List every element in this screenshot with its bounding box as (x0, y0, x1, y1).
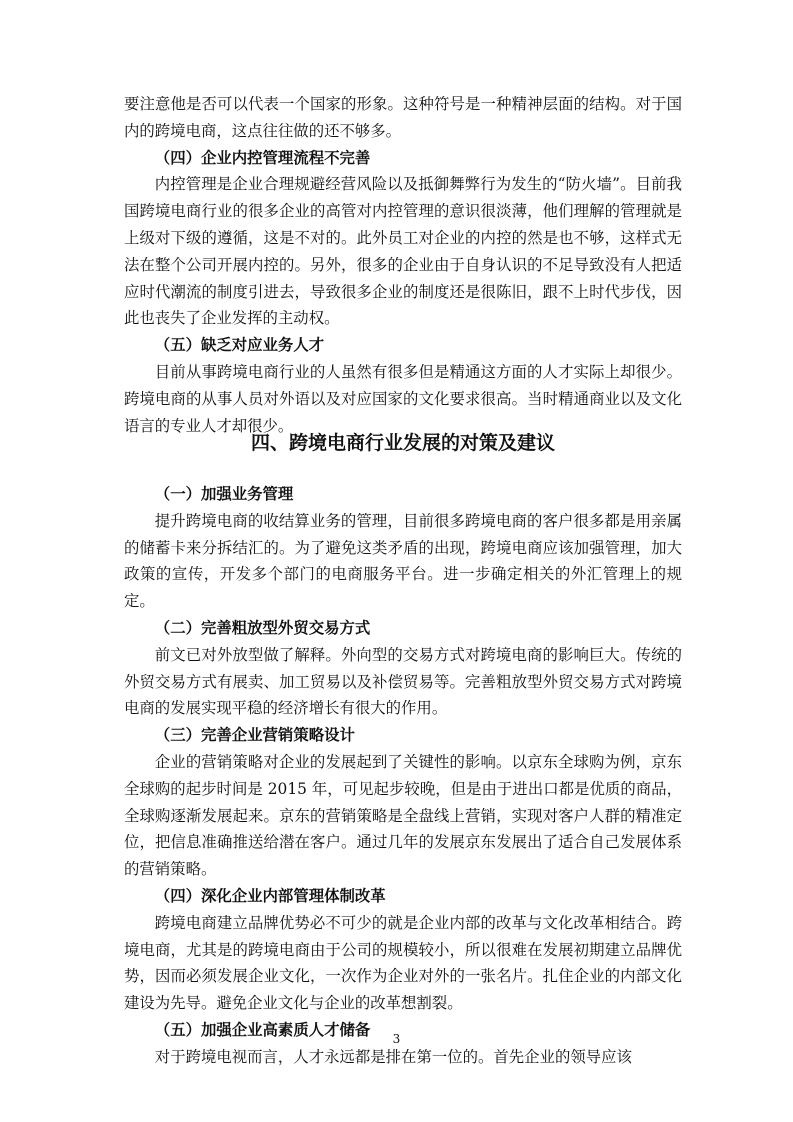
paragraph: 对于跨境电视而言，人才永远都是排在第一位的。首先企业的领导应该 (154, 1047, 632, 1066)
paragraph: 目前从事跨境电商行业的人虽然有很多但是精通这方面的人才实际上却很少。跨境电商的从事人员对外语以及对应国家的文化要求很高。当时精通商业以及文化语言的专业人才却很少。 (124, 362, 682, 435)
paragraph: 企业的营销策略对企业的发展起到了关键性的影响。以京东全球购为例，京东全球购的起步时间是 2015 年，可见起步较晚，但是由于进出口都是优质的商品，全球购逐渐发展起来。京东的营销策略是全盘线上营销，实现对客户人群的精准定位，把信息准确推送给潜在客户。通过几年的发展京东发展出了适合自己发展体系的营销策略。 (124, 752, 682, 879)
subsection-heading: （一）加强业务管理 (154, 485, 294, 503)
paragraph: 内控管理是企业合理规避经营风险以及抵御舞弊行为发生的“防火墙”。目前我国跨境电商行业的很多企业的高管对内控管理的意识很淡薄，他们理解的管理就是上级对下级的遵循，这是不对的。此外员工对企业的内控的然是也不够，这样式无法在整个公司开展内控的。另外，很多的企业由于自身认识的不足导致没有人把适应时代潮流的制度引进去，导致很多企业的制度还是很陈旧，跟不上时代步伐，因此也丧失了企业发挥的主动权。 (124, 175, 682, 328)
paragraph: 提升跨境电商的收结算业务的管理，目前很多跨境电商的客户很多都是用亲属的储蓄卡来分拆结汇的。为了避免这类矛盾的出现，跨境电商应该加强管理，加大政策的宣传，开发多个部门的电商服务平台。进一步确定相关的外汇管理上的规定。 (124, 511, 682, 611)
paragraph: 跨境电商建立品牌优势必不可少的就是企业内部的改革与文化改革相结合。跨境电商，尤其是的跨境电商由于公司的规模较小，所以很难在发展初期建立品牌优势，因而必须发展企业文化，一次作为企业对外的一张名片。扎住企业的内部文化建设为先导。避免企业文化与企业的改革想割裂。 (124, 913, 682, 1013)
subsection-heading: （二）完善粗放型外贸交易方式 (154, 618, 371, 637)
subsection-heading: （四）深化企业内部管理体制改革 (154, 886, 386, 905)
subsection-heading: （五）加强企业高素质人才储备 (154, 1020, 371, 1039)
subsection-heading: （四）企业内控管理流程不完善 (154, 148, 371, 167)
subsection-heading: （五）缺乏对应业务人才 (154, 336, 325, 355)
section-heading: 四、跨境电商行业发展的对策及建议 (250, 432, 555, 454)
subsection-heading: （三）完善企业营销策略设计 (154, 726, 355, 745)
text-block-upper (124, 91, 682, 439)
page-number: 3 (392, 1032, 401, 1046)
text-block-lower (124, 481, 682, 1071)
paragraph: 要注意他是否可以代表一个国家的形象。这种符号是一种精神层面的结构。对于国内的跨境电商，这点往往做的还不够多。 (124, 95, 682, 140)
paragraph: 前文已对外放型做了解释。外向型的交易方式对跨境电商的影响巨大。传统的外贸交易方式有展卖、加工贸易以及补偿贸易等。完善粗放型外贸交易方式对跨境电商的发展实现平稳的经济增长有很大的作用。 (124, 645, 682, 718)
